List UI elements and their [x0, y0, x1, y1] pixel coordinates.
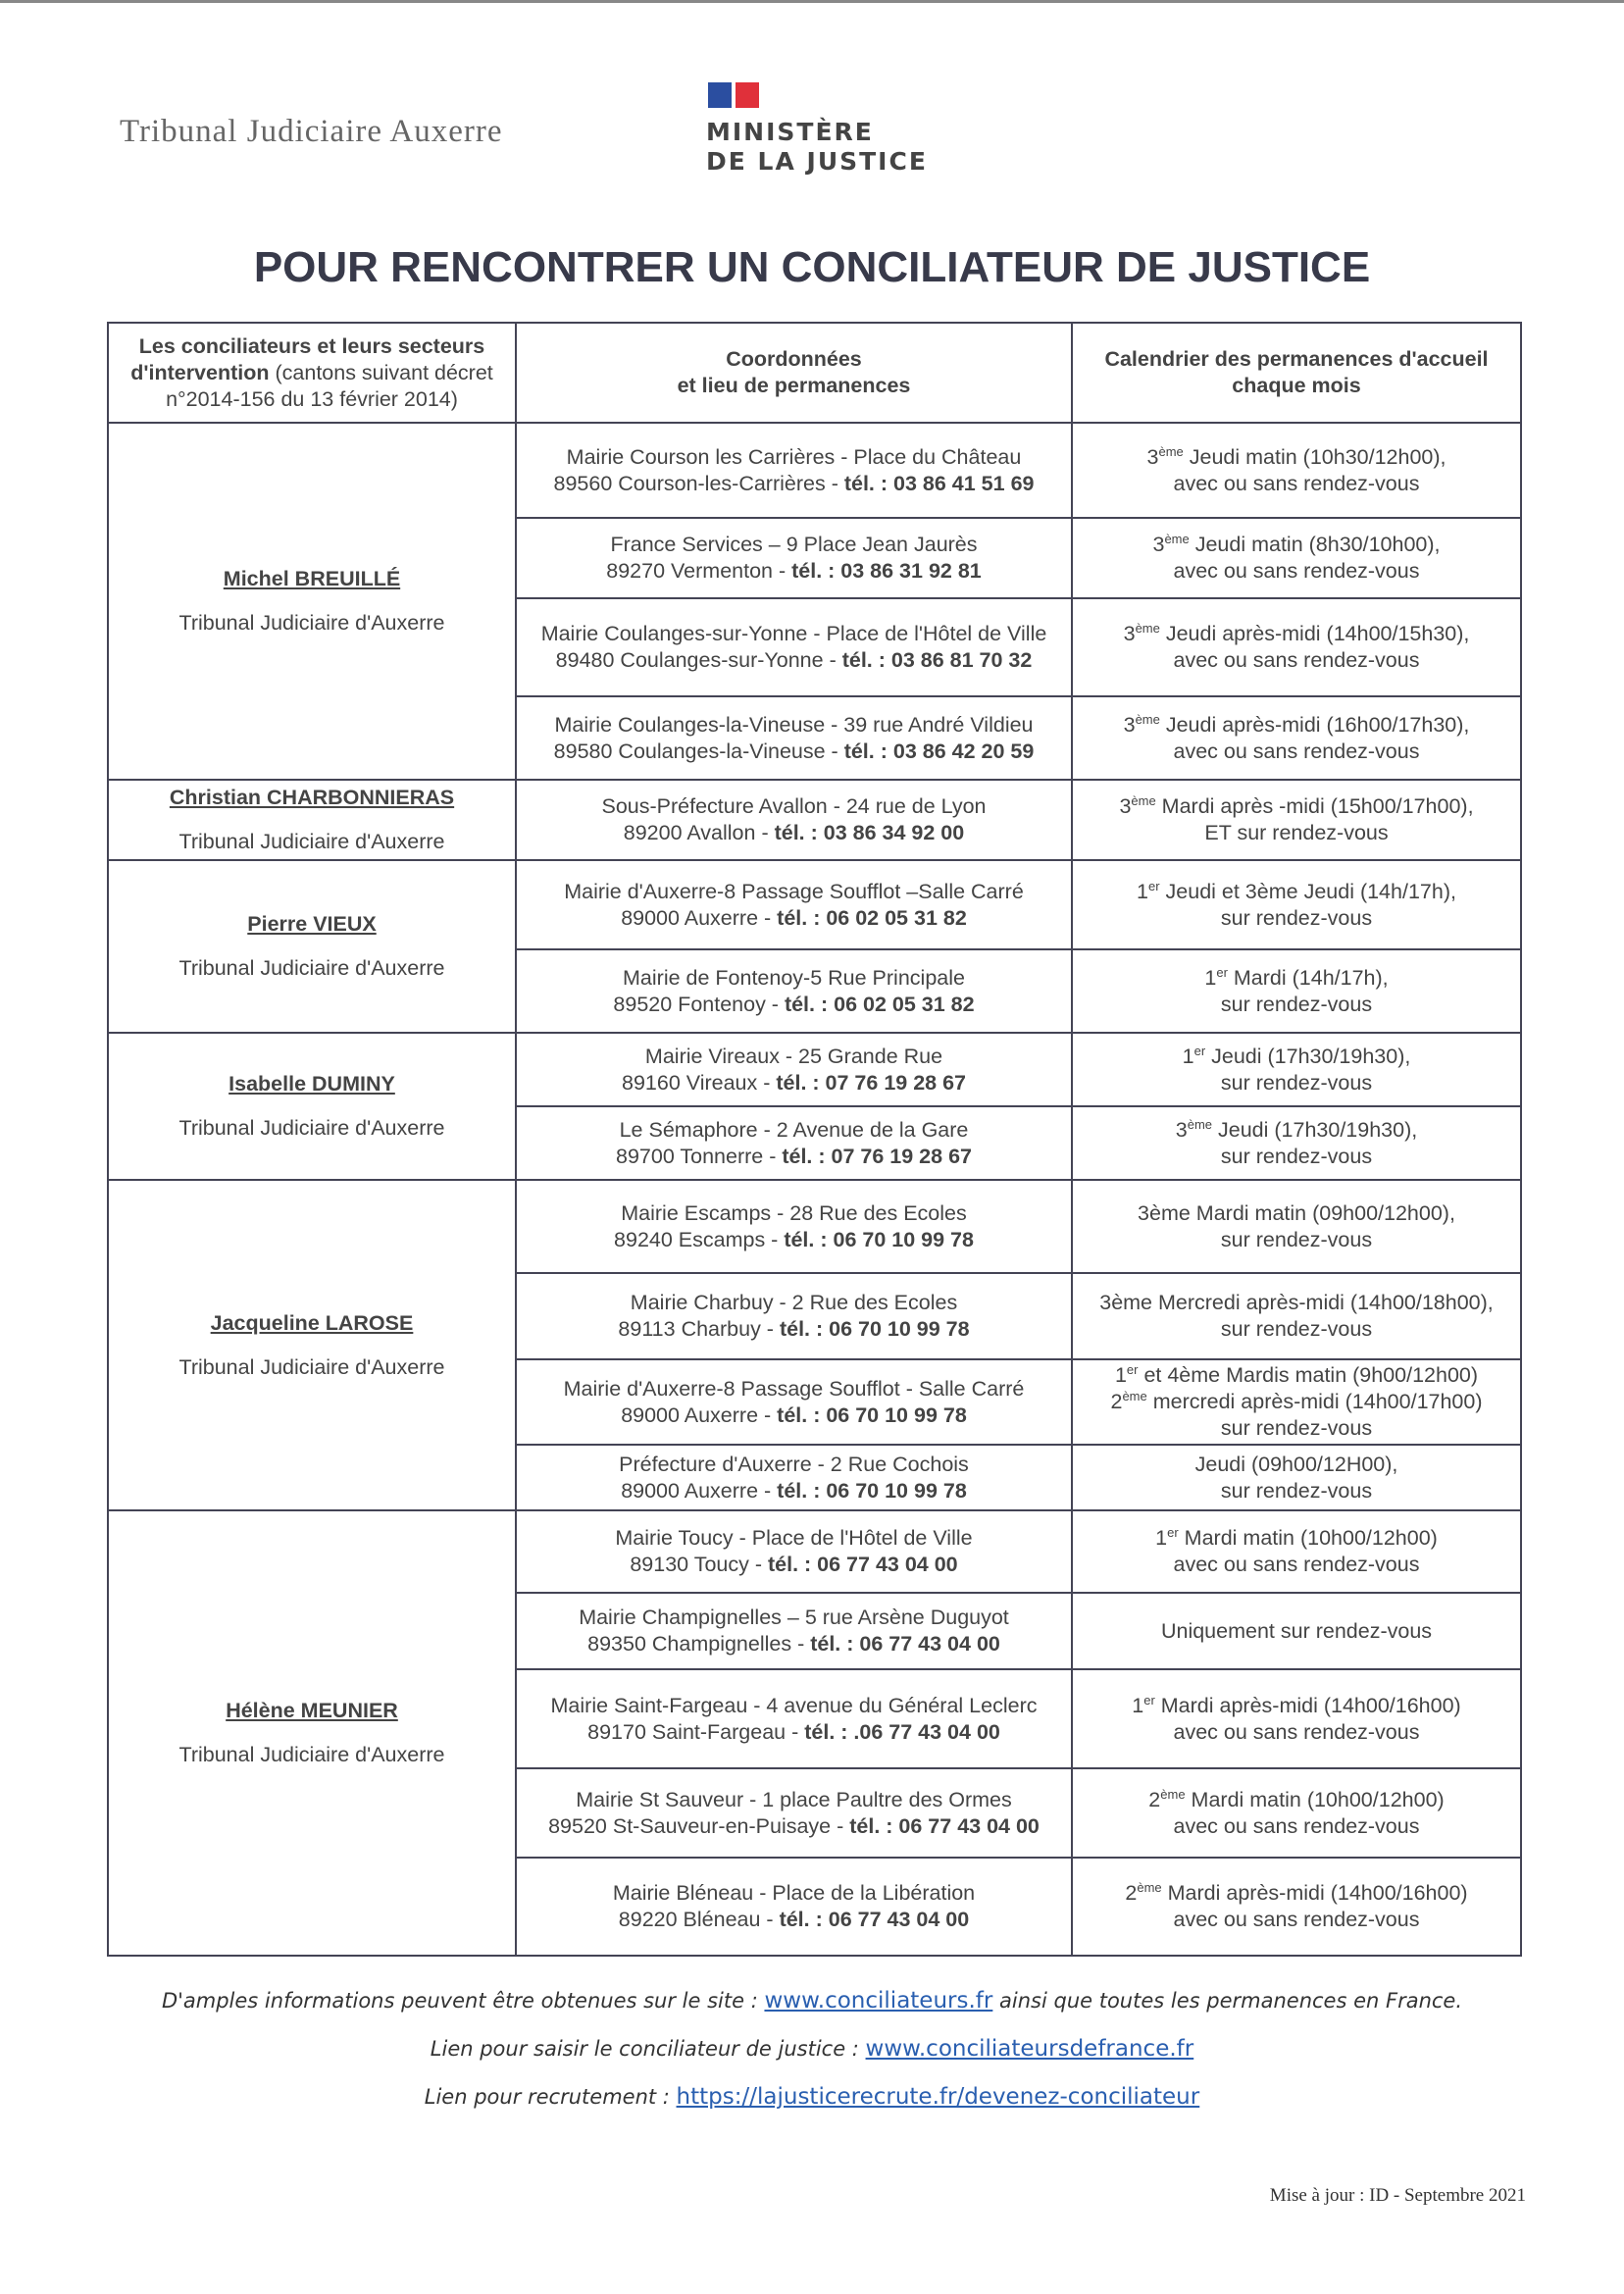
conciliator-name: Isabelle DUMINY	[228, 1072, 395, 1096]
schedule-line: sur rendez-vous	[1220, 1144, 1373, 1168]
phone: tél. : 06 70 10 99 78	[777, 1478, 967, 1503]
schedule-line: 3ème Mercredi après-midi (14h00/18h00),	[1099, 1291, 1494, 1314]
ministry-line2: DE LA JUSTICE	[706, 147, 928, 176]
header-schedule: Calendrier des permanences d'accueil chaque mois	[1072, 323, 1521, 423]
table-row	[108, 780, 1521, 860]
conciliator-court: Tribunal Judiciaire d'Auxerre	[178, 1116, 445, 1140]
marianne-flag-icon	[708, 82, 928, 108]
conciliator-court: Tribunal Judiciaire d'Auxerre	[178, 830, 445, 853]
schedule-cell	[1072, 1106, 1521, 1180]
schedule-cell	[1072, 860, 1521, 949]
phone: tél. : 06 70 10 99 78	[784, 1227, 974, 1251]
ministry-line1: MINISTÈRE	[706, 118, 874, 146]
schedule-line: 1er Mardi matin (10h00/12h00)	[1155, 1524, 1438, 1550]
phone: tél. : 03 86 41 51 69	[843, 471, 1035, 495]
schedule-cell	[1072, 696, 1521, 780]
table-row	[108, 1033, 1521, 1106]
schedule-cell	[1072, 1669, 1521, 1768]
schedule-line: Uniquement sur rendez-vous	[1160, 1618, 1433, 1643]
schedule-line: sur rendez-vous	[1220, 1416, 1373, 1440]
schedule-line: avec ou sans rendez-vous	[1173, 739, 1420, 763]
contact-cell: Mairie Toucy - Place de l'Hôtel de Ville 89130 Toucy - tél. : 06 77 43 04 00	[516, 1510, 1072, 1593]
contact-cell: Mairie Escamps - 28 Rue des Ecoles 89240 Escamps - tél. : 06 70 10 99 78	[516, 1180, 1072, 1273]
schedule-line: avec ou sans rendez-vous	[1173, 471, 1420, 495]
schedule-line: 3ème Jeudi après-midi (16h00/17h30),	[1123, 711, 1470, 737]
contact-cell: Mairie Charbuy - 2 Rue des Ecoles 89113 Charbuy - tél. : 06 70 10 99 78	[516, 1273, 1072, 1359]
conciliator-cell	[108, 1510, 516, 1956]
schedule-cell	[1072, 1445, 1521, 1510]
phone: tél. : 07 76 19 28 67	[776, 1070, 967, 1095]
table-row	[108, 1180, 1521, 1273]
phone: tél. : 03 86 81 70 32	[841, 648, 1033, 672]
contact-cell: Mairie Saint-Fargeau - 4 avenue du Général Leclerc 89170 Saint-Fargeau - tél. : .06 77 43 04 00	[516, 1669, 1072, 1768]
phone: tél. : 07 76 19 28 67	[782, 1144, 972, 1168]
link-recrutement[interactable]: https://lajusticerecrute.fr/devenez-conciliateur	[676, 2084, 1200, 2110]
phone: tél. : 03 86 31 92 81	[791, 559, 982, 583]
conciliator-name: Christian CHARBONNIERAS	[169, 786, 455, 809]
conciliator-court: Tribunal Judiciaire d'Auxerre	[178, 1743, 445, 1766]
schedule-line: 3ème Jeudi matin (10h30/12h00),	[1146, 443, 1446, 469]
footer-recrutement: Lien pour recrutement : https://lajusticerecrute.fr/devenez-conciliateur	[424, 2084, 1200, 2110]
schedule-cell	[1072, 518, 1521, 598]
schedule-line: 2ème mercredi après-midi (14h00/17h00)	[1110, 1388, 1483, 1413]
contact-cell: Mairie Vireaux - 25 Grande Rue 89160 Vireaux - tél. : 07 76 19 28 67	[516, 1033, 1072, 1106]
contact-cell: Mairie Coulanges-sur-Yonne - Place de l'Hôtel de Ville 89480 Coulanges-sur-Yonne - tél. : 03 86 81 70 32	[516, 598, 1072, 696]
schedule-line: 3ème Mardi après -midi (15h00/17h00),	[1119, 792, 1474, 818]
schedule-line: sur rendez-vous	[1220, 1317, 1373, 1341]
footer-saisir: Lien pour saisir le conciliateur de justice : www.conciliateursdefrance.fr	[430, 2036, 1194, 2062]
conciliator-cell	[108, 780, 516, 860]
schedule-line: ET sur rendez-vous	[1204, 821, 1389, 844]
phone: tél. : 06 77 43 04 00	[768, 1553, 958, 1576]
page-title: POUR RENCONTRER UN CONCILIATEUR DE JUSTICE	[253, 243, 1371, 291]
update-date: Mise à jour : ID - Septembre 2021	[1269, 2185, 1526, 2206]
schedule-cell	[1072, 1593, 1521, 1669]
conciliator-name: Pierre VIEUX	[247, 912, 377, 936]
contact-cell: Mairie Coulanges-la-Vineuse - 39 rue André Vildieu 89580 Coulanges-la-Vineuse - tél. : 03 86 42 20 59	[516, 696, 1072, 780]
conciliator-name: Hélène MEUNIER	[226, 1699, 398, 1722]
schedule-cell	[1072, 780, 1521, 860]
ministry-logo	[706, 82, 928, 177]
schedule-line: avec ou sans rendez-vous	[1173, 1908, 1420, 1931]
contact-cell: France Services – 9 Place Jean Jaurès 89270 Vermenton - tél. : 03 86 31 92 81	[516, 518, 1072, 598]
schedule-line: sur rendez-vous	[1220, 1070, 1373, 1095]
schedule-line: 2ème Mardi après-midi (14h00/16h00)	[1125, 1879, 1468, 1905]
schedule-line: sur rendez-vous	[1220, 905, 1373, 930]
contact-cell: Sous-Préfecture Avallon - 24 rue de Lyon 89200 Avallon - tél. : 03 86 34 92 00	[516, 780, 1072, 860]
tribunal-name: Tribunal Judiciaire Auxerre	[120, 114, 503, 149]
schedule-line: avec ou sans rendez-vous	[1173, 559, 1420, 583]
contact-cell: Mairie St Sauveur - 1 place Paultre des Ormes 89520 St-Sauveur-en-Puisaye - tél. : 06 77 43 04 00	[516, 1768, 1072, 1858]
schedule-line: 3ème Jeudi matin (8h30/10h00),	[1152, 531, 1441, 556]
conciliator-cell	[108, 423, 516, 780]
schedule-line: avec ou sans rendez-vous	[1173, 1553, 1420, 1576]
schedule-line: 3ème Jeudi (17h30/19h30),	[1175, 1116, 1418, 1142]
schedule-line: avec ou sans rendez-vous	[1173, 648, 1420, 672]
header-contact: Coordonnées et lieu de permanences	[516, 323, 1072, 423]
schedule-line: sur rendez-vous	[1220, 1478, 1373, 1503]
schedule-line: 3ème Jeudi après-midi (14h00/15h30),	[1123, 620, 1470, 645]
schedule-cell	[1072, 423, 1521, 518]
phone: tél. : 06 02 05 31 82	[784, 992, 975, 1016]
schedule-line: Jeudi (09h00/12H00),	[1194, 1452, 1398, 1476]
phone: tél. : .06 77 43 04 00	[804, 1719, 1000, 1744]
phone: tél. : 03 86 42 20 59	[843, 739, 1035, 763]
conciliator-court: Tribunal Judiciaire d'Auxerre	[178, 611, 445, 635]
conciliator-name: Jacqueline LAROSE	[210, 1310, 414, 1335]
conciliator-court: Tribunal Judiciaire d'Auxerre	[178, 956, 445, 980]
schedule-cell	[1072, 1359, 1521, 1445]
table-row	[108, 1510, 1521, 1593]
conciliator-court: Tribunal Judiciaire d'Auxerre	[178, 1354, 445, 1379]
footer-info: D'amples informations peuvent être obtenues sur le site : www.conciliateurs.fr ainsi que toutes les permanences en France.	[161, 1988, 1463, 2014]
schedule-cell	[1072, 1858, 1521, 1956]
table-row	[108, 860, 1521, 949]
schedule-cell	[1072, 1273, 1521, 1359]
phone: tél. : 06 77 43 04 00	[810, 1632, 1000, 1656]
phone: tél. : 06 77 43 04 00	[779, 1908, 970, 1931]
contact-cell: Mairie d'Auxerre-8 Passage Soufflot - Salle Carré 89000 Auxerre - tél. : 06 70 10 99 78	[516, 1359, 1072, 1445]
schedule-cell	[1072, 1180, 1521, 1273]
schedule-line: avec ou sans rendez-vous	[1173, 1813, 1420, 1838]
schedule-line: sur rendez-vous	[1220, 992, 1373, 1016]
schedule-line: 2ème Mardi matin (10h00/12h00)	[1148, 1786, 1445, 1811]
schedule-cell	[1072, 949, 1521, 1033]
conciliator-cell	[108, 1033, 516, 1180]
conciliators-table	[107, 322, 1522, 1957]
table-row	[108, 423, 1521, 518]
contact-cell: Mairie de Fontenoy-5 Rue Principale 89520 Fontenoy - tél. : 06 02 05 31 82	[516, 949, 1072, 1033]
schedule-cell	[1072, 1033, 1521, 1106]
contact-cell: Mairie d'Auxerre-8 Passage Soufflot –Salle Carré 89000 Auxerre - tél. : 06 02 05 31 82	[516, 860, 1072, 949]
contact-cell: Mairie Champignelles – 5 rue Arsène Duguyot 89350 Champignelles - tél. : 06 77 43 04 00	[516, 1593, 1072, 1669]
schedule-line: avec ou sans rendez-vous	[1173, 1719, 1420, 1744]
schedule-cell	[1072, 598, 1521, 696]
contact-cell: Préfecture d'Auxerre - 2 Rue Cochois 89000 Auxerre - tél. : 06 70 10 99 78	[516, 1445, 1072, 1510]
schedule-line: 1er Jeudi (17h30/19h30),	[1182, 1043, 1411, 1068]
schedule-line: 1er Mardi après-midi (14h00/16h00)	[1132, 1692, 1461, 1717]
contact-cell: Mairie Courson les Carrières - Place du Château 89560 Courson-les-Carrières - tél. : 03 86 41 51 69	[516, 423, 1072, 518]
schedule-line: 1er Jeudi et 3ème Jeudi (14h/17h),	[1137, 878, 1456, 903]
phone: tél. : 06 02 05 31 82	[777, 905, 967, 930]
schedule-line: 1er Mardi (14h/17h),	[1204, 964, 1389, 990]
contact-cell: Le Sémaphore - 2 Avenue de la Gare 89700 Tonnerre - tél. : 07 76 19 28 67	[516, 1106, 1072, 1180]
conciliator-cell	[108, 860, 516, 1033]
schedule-line: sur rendez-vous	[1220, 1227, 1373, 1251]
conciliator-cell	[108, 1180, 516, 1510]
link-conciliateursdefrance[interactable]: www.conciliateursdefrance.fr	[865, 2036, 1194, 2062]
schedule-cell	[1072, 1768, 1521, 1858]
phone: tél. : 06 70 10 99 78	[779, 1317, 970, 1341]
conciliator-name: Michel BREUILLÉ	[223, 567, 401, 590]
link-conciliateurs[interactable]: www.conciliateurs.fr	[764, 1988, 993, 2014]
schedule-line: 3ème Mardi matin (09h00/12h00),	[1138, 1200, 1455, 1225]
phone: tél. : 06 70 10 99 78	[777, 1402, 967, 1427]
header-conciliators: Les conciliateurs et leurs secteurs d'intervention (cantons suivant décret n°2014-156 du 13 février 2014)	[108, 323, 516, 423]
schedule-cell	[1072, 1510, 1521, 1593]
phone: tél. : 06 77 43 04 00	[849, 1813, 1040, 1838]
schedule-line: 1er et 4ème Mardis matin (9h00/12h00)	[1114, 1361, 1479, 1387]
phone: tél. : 03 86 34 92 00	[774, 821, 965, 844]
contact-cell: Mairie Bléneau - Place de la Libération 89220 Bléneau - tél. : 06 77 43 04 00	[516, 1858, 1072, 1956]
page-edge	[0, 0, 1624, 3]
